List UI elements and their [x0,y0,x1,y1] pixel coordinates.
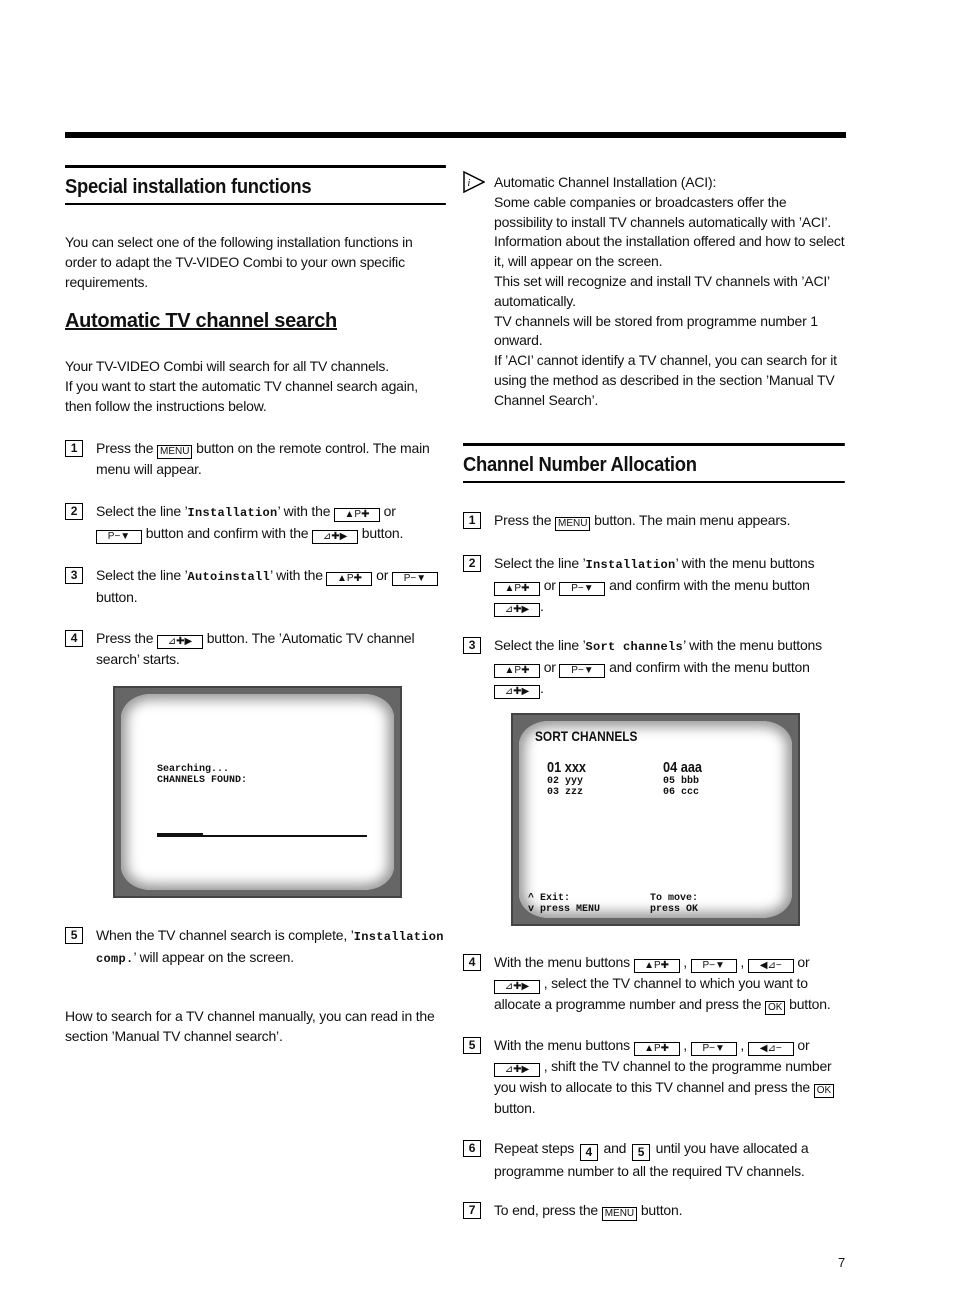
step-item [65,628,445,669]
info-line: Automatic Channel Installation (ACI): [494,174,717,190]
ok-key: OK [765,1001,785,1015]
p-minus-key: P−▼ [559,582,605,596]
step-text: Select the line ’Sort channels’ with the menu buttons ▲P✚ or P−▼ and confirm with the menu button ⊿✚▶ . [494,637,822,697]
step-number: 1 [65,440,83,457]
volume-plus-key: ⊿✚▶ [494,980,540,994]
step-item [463,635,846,699]
step-text: When the TV channel search is complete, ’Installation comp.’ will appear on the screen. [96,927,444,966]
info-line: This set will recognize and install TV channels with ’ACI’ automatically. [494,272,830,309]
step-number: 4 [463,954,481,971]
p-minus-key: P−▼ [96,530,142,544]
step-ref: 5 [632,1144,650,1161]
step-text: Press the MENU button on the remote control. The main menu will appear. [96,440,430,477]
volume-plus-key: ⊿✚▶ [494,685,540,699]
info-line: TV channels will be stored from programme number 1 onward. [494,312,818,349]
step-item [463,1200,846,1221]
step-number: 4 [65,630,83,647]
section-heading-text: Special installation functions [65,176,312,198]
subintro-line: If you want to start the automatic TV channel search again, then follow the instructions below. [65,377,418,414]
section-heading [65,165,446,205]
p-minus-key: P−▼ [392,572,438,586]
step-text: To end, press the MENU button. [494,1202,683,1219]
menu-key: MENU [157,445,192,459]
tv-screen-area [121,694,394,890]
step-number: 3 [463,637,481,654]
volume-plus-key: ⊿✚▶ [494,603,540,617]
footer-paragraph: How to search for a TV channel manually, you can read in the section ’Manual TV channel search’. [65,1008,435,1044]
p-plus-key: ▲P✚ [334,508,380,522]
step-text: Select the line ’Autoinstall’ with the ▲P✚ or P−▼ button. [96,565,445,607]
p-plus-key: ▲P✚ [494,582,540,596]
info-box [494,173,846,411]
step-item [463,952,846,1015]
channel-selected: 01 xxx [547,759,587,776]
step-number: 1 [463,512,481,529]
step-number: 5 [65,927,83,944]
svg-text:i: i [467,178,471,189]
step-item [65,565,445,607]
volume-minus-key: ◀⊿− [748,959,794,973]
progress-track [157,835,367,837]
volume-plus-key: ⊿✚▶ [494,1063,540,1077]
step-item [463,510,846,531]
step-text: Press the MENU button. The main menu appears. [494,512,791,529]
step-text: Press the ⊿✚▶ button. The ’Automatic TV channel search’ starts. [96,630,415,667]
step-text: Select the line ’Installation’ with the ▲P✚ or P−▼ button and confirm with the ⊿✚▶ button. [96,503,404,542]
step-text: Repeat steps 4 and 5 until you have allocated a programme number to all the required TV channels. [494,1140,809,1179]
menu-code: Installation [585,558,676,572]
channel-entry: 02 yyy [547,776,584,787]
step-number: 6 [463,1140,481,1157]
step-text: With the menu buttons ▲P✚ , P−▼ , ◀⊿− or ⊿✚▶ , select the TV channel to which you want to allocate a programme number and press the OK button. [494,954,831,1013]
menu-key: MENU [555,517,590,531]
menu-key: MENU [602,1207,637,1221]
step-text: Select the line ’Installation’ with the menu buttons ▲P✚ or P−▼ and confirm with the menu button ⊿✚▶ . [494,555,815,615]
screen-hint: v press MENU [528,904,601,915]
channel-entry: 05 bbb [663,776,700,787]
step-number: 2 [463,555,481,572]
section-heading [463,443,845,483]
p-minus-key: P−▼ [691,1042,737,1056]
step-item [463,1138,846,1181]
menu-code: Installation comp. [96,930,444,966]
channel-entry: 06 ccc [663,787,700,798]
p-plus-key: ▲P✚ [494,664,540,678]
screen-hint: press OK [650,904,699,915]
p-plus-key: ▲P✚ [634,1042,680,1056]
step-item [65,438,445,479]
volume-minus-key: ◀⊿− [748,1042,794,1056]
subintro-line: Your TV-VIDEO Combi will search for all TV channels. [65,358,389,374]
tv-screen-sort [511,713,800,926]
info-icon [463,171,485,198]
step-item [463,1035,846,1118]
step-text: With the menu buttons ▲P✚ , P−▼ , ◀⊿− or ⊿✚▶ , shift the TV channel to the programme number you wish to allocate to this TV channel and press the OK button. [494,1035,846,1118]
p-minus-key: P−▼ [691,959,737,973]
menu-code: Installation [187,506,278,520]
step-number: 3 [65,567,83,584]
subintro [65,357,440,416]
step-number: 5 [463,1037,481,1054]
channel-entry: 04 aaa [663,759,703,776]
info-line: If ’ACI’ cannot identify a TV channel, you can search for it using the method as described in the section ’Manual TV Channel Search’. [494,352,837,408]
step-item [65,501,445,544]
step-number: 2 [65,503,83,520]
tv-screen-search [113,686,402,898]
tv-screen-area [519,721,792,918]
channel-entry: 03 zzz [547,787,584,798]
screen-hint: ^ Exit: [528,893,571,904]
step-ref: 4 [580,1144,598,1161]
p-plus-key: ▲P✚ [326,572,372,586]
volume-plus-key: ⊿✚▶ [157,635,203,649]
p-plus-key: ▲P✚ [634,959,680,973]
page-number: 7 [838,1255,846,1270]
screen-text: CHANNELS FOUND: [157,775,248,786]
info-line: Information about the installation offered and how to select it, will appear on the screen. [494,233,845,270]
step-number: 7 [463,1202,481,1219]
menu-code: Sort channels [585,640,684,654]
top-rule [65,132,846,138]
menu-code: Autoinstall [187,570,271,584]
p-minus-key: P−▼ [559,664,605,678]
screen-text: Searching... [157,764,230,775]
progress-fill [157,833,203,837]
screen-hint: To move: [650,893,699,904]
section-heading-text: Channel Number Allocation [463,454,697,476]
info-line: Some cable companies or broadcasters offer the possibility to install TV channels automatically with ’ACI’. [494,193,832,230]
screen-title: SORT CHANNELS [535,728,638,744]
volume-plus-key: ⊿✚▶ [312,530,358,544]
ok-key: OK [814,1084,834,1098]
subheading: Automatic TV channel search [65,310,337,332]
step-item [463,553,846,617]
step-item [65,925,445,969]
intro-paragraph: You can select one of the following installation functions in order to adapt the TV-VIDEO Combi to your own specific requirements. [65,234,413,290]
